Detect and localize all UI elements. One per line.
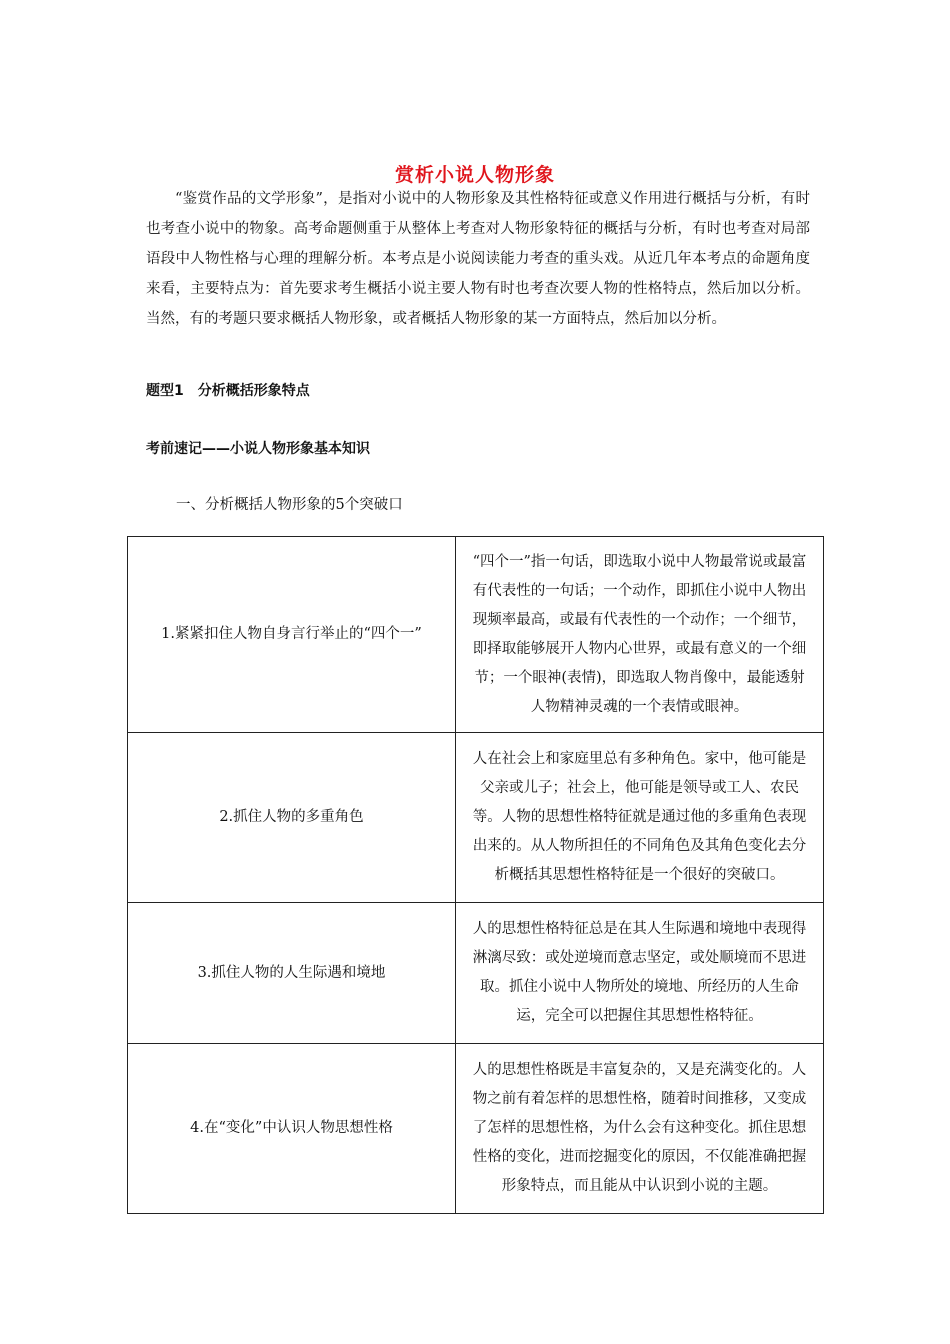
row-label: 3.抓住人物的人生际遇和境地: [128, 903, 456, 1044]
subsection-heading: 一、分析概括人物形象的5个突破口: [176, 497, 403, 513]
page-title: 赏析小说人物形象: [394, 164, 555, 186]
table-row: [128, 903, 824, 1044]
row-label: 1.紧紧扣住人物自身言行举止的“四个一”: [128, 537, 456, 733]
table-row: [128, 537, 824, 733]
table-row: [128, 733, 824, 903]
row-text: 人的思想性格特征总是在其人生际遇和境地中表现得淋漓尽致：或处逆境而意志坚定，或处顺境而不思进取。抓住小说中人物所处的境地、所经历的人生命运，完全可以把握住其思想性格特征。: [456, 903, 824, 1044]
row-label: 2.抓住人物的多重角色: [128, 733, 456, 903]
section-heading-memo: 考前速记——小说人物形象基本知识: [146, 441, 370, 457]
row-text: 人的思想性格既是丰富复杂的，又是充满变化的。人物之前有着怎样的思想性格，随着时间推移，又变成了怎样的思想性格，为什么会有这种变化。抓住思想性格的变化，进而挖掘变化的原因，不仅能准确把握形象特点，而且能从中认识到小说的主题。: [456, 1044, 824, 1214]
breakthrough-table: [127, 536, 824, 1214]
row-text: “四个一”指一句话，即选取小说中人物最常说或最富有代表性的一句话；一个动作，即抓住小说中人物出现频率最高，或最有代表性的一个动作；一个细节，即择取能够展开人物内心世界，或最有意义的一个细节；一个眼神(表情)，即选取人物肖像中，最能透射人物精神灵魂的一个表情或眼神。: [456, 537, 824, 733]
intro-paragraph: “鉴赏作品的文学形象”，是指对小说中的人物形象及其性格特征或意义作用进行概括与分析，有时也考查小说中的物象。高考命题侧重于从整体上考查对人物形象特征的概括与分析，有时也考查对局部语段中人物性格与心理的理解分析。本考点是小说阅读能力考查的重头戏。从近几年本考点的命题角度来看，主要特点为：首先要求考生概括小说主要人物有时也考查次要人物的性格特点，然后加以分析。当然，有的考题只要求概括人物形象，或者概括人物形象的某一方面特点，然后加以分析。: [146, 191, 810, 327]
section-heading-type1: 题型1 分析概括形象特点: [146, 383, 310, 399]
table-row: [128, 1044, 824, 1214]
row-text: 人在社会上和家庭里总有多种角色。家中，他可能是父亲或儿子；社会上，他可能是领导或工人、农民等。人物的思想性格特征就是通过他的多重角色表现出来的。从人物所担任的不同角色及其角色变化去分析概括其思想性格特征是一个很好的突破口。: [456, 733, 824, 903]
row-label: 4.在“变化”中认识人物思想性格: [128, 1044, 456, 1214]
